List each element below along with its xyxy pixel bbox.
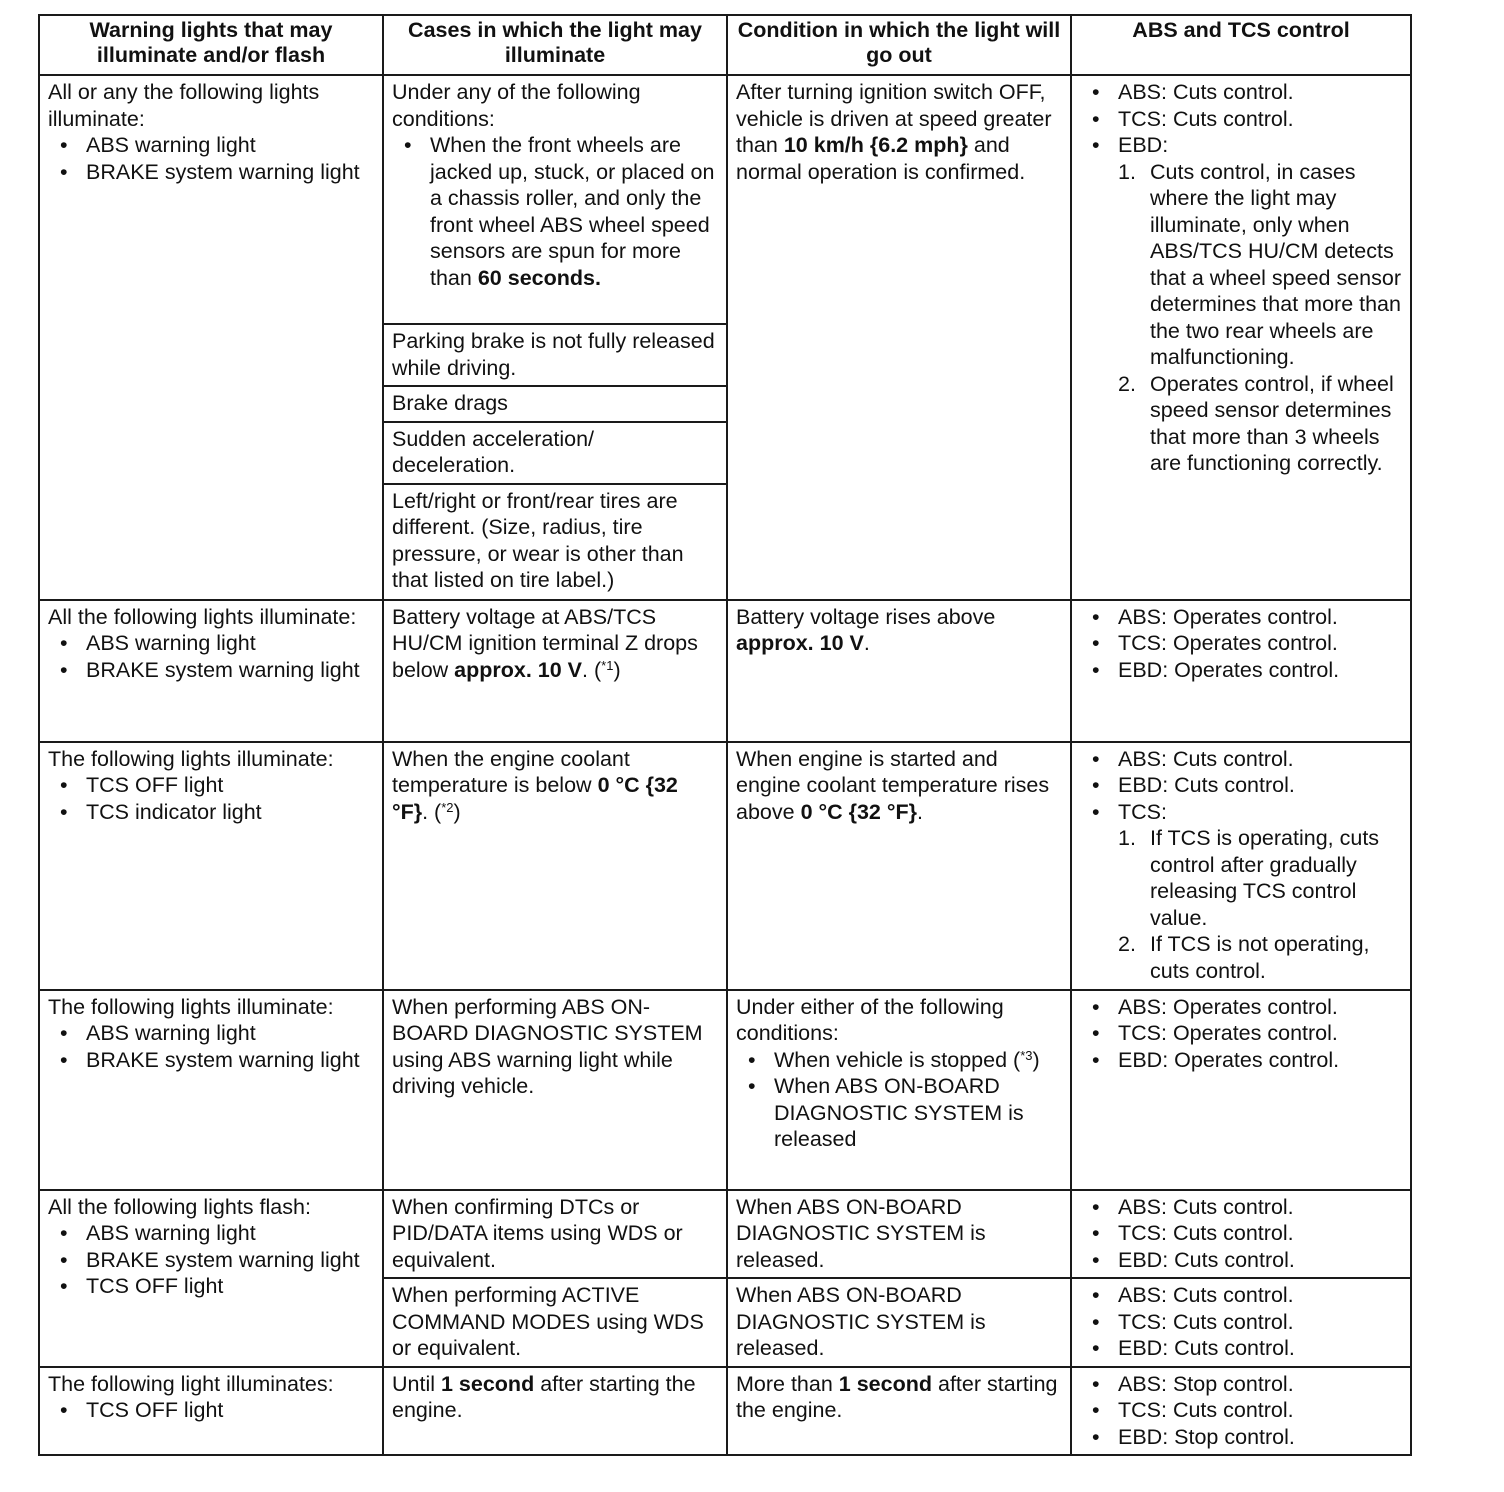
row4-control-cell bbox=[1071, 990, 1411, 1190]
header-row bbox=[39, 15, 1411, 75]
row3-goout-post: . bbox=[916, 799, 923, 824]
row4-goout-intro: Under either of the following conditions: bbox=[736, 994, 1004, 1045]
row5-control-a-cell bbox=[1071, 1190, 1411, 1279]
row4-lights-list bbox=[48, 1020, 374, 1073]
row3-case-footnote: *2 bbox=[441, 799, 454, 815]
list-number: 2. bbox=[1118, 932, 1136, 956]
row1-lights-list bbox=[48, 132, 374, 185]
row1-goout-cell bbox=[727, 75, 1071, 600]
row6-case-pre: Until bbox=[392, 1371, 436, 1396]
header-cases: Cases in which the light may illuminate bbox=[383, 15, 727, 75]
row6-lights-list bbox=[48, 1397, 374, 1424]
row2-case-footnote: *1 bbox=[601, 657, 614, 673]
list-item: • ABS: Cuts control. bbox=[1080, 79, 1402, 106]
list-item: • ABS: Operates control. bbox=[1080, 994, 1402, 1021]
row3-case-close: ) bbox=[453, 799, 461, 824]
list-item bbox=[1118, 825, 1402, 931]
list-item: • EBD: Cuts control. bbox=[1080, 1335, 1402, 1362]
row1-case3-cell: Brake drags bbox=[383, 386, 727, 422]
list-item: • ABS warning light bbox=[48, 1220, 374, 1247]
row6-goout-post: after starting the engine. bbox=[736, 1371, 1058, 1422]
row6-control-list bbox=[1080, 1371, 1402, 1451]
row6-goout-cell bbox=[727, 1367, 1071, 1456]
row3-control-list bbox=[1080, 746, 1402, 985]
row3-goout-cell bbox=[727, 742, 1071, 990]
row3-case-bold: 0 °C {32 °F} bbox=[392, 773, 678, 824]
row3-tcs-label: TCS: bbox=[1118, 799, 1167, 824]
row1-goout-post: and normal operation is confirmed. bbox=[736, 133, 1026, 184]
row3-control-cell bbox=[1071, 742, 1411, 990]
list-item: • ABS warning light bbox=[48, 132, 374, 159]
row4-lights-cell bbox=[39, 990, 383, 1190]
row2-case-pre: Battery voltage at ABS/TCS HU/CM ignition terminal Z drops below bbox=[392, 604, 698, 682]
list-item: • EBD: Cuts control. bbox=[1080, 1247, 1402, 1274]
list-item bbox=[1118, 371, 1402, 477]
row5-control-a-list bbox=[1080, 1194, 1402, 1274]
list-item: • EBD: Operates control. bbox=[1080, 657, 1402, 684]
row3-lights-cell bbox=[39, 742, 383, 990]
row1-case1-item: When the front wheels are jacked up, stuck, or placed on a chassis roller, and only the front wheel ABS wheel speed sensors are spun for more than bbox=[430, 133, 715, 290]
table-row bbox=[39, 742, 1411, 990]
list-item: • When vehicle is stopped ($^{*3}$) bbox=[736, 1047, 1062, 1074]
row1-lights-intro: All or any the following lights illuminate: bbox=[48, 80, 320, 131]
list-item: • ABS warning light bbox=[48, 630, 374, 657]
header-warning-lights: Warning lights that may illuminate and/or flash bbox=[39, 15, 383, 75]
row1-ebd-sublist bbox=[1118, 159, 1402, 477]
row3-case-cell bbox=[383, 742, 727, 990]
row4-goout-item1: When vehicle is stopped bbox=[774, 1047, 1008, 1072]
row4-case-cell: When performing ABS ON-BOARD DIAGNOSTIC SYSTEM using ABS warning light while driving vehicle. bbox=[383, 990, 727, 1190]
list-item: • BRAKE system warning light bbox=[48, 657, 374, 684]
table-row bbox=[39, 1190, 1411, 1279]
row1-case1-intro: Under any of the following conditions: bbox=[392, 80, 641, 131]
table-row bbox=[39, 990, 1411, 1190]
list-item: • BRAKE system warning light bbox=[48, 1047, 374, 1074]
row1-case4-cell: Sudden acceleration/ deceleration. bbox=[383, 422, 727, 484]
row2-goout-cell bbox=[727, 600, 1071, 742]
row5-lights-cell bbox=[39, 1190, 383, 1367]
row2-case-bold: approx. 10 V bbox=[454, 657, 583, 682]
table-row bbox=[39, 600, 1411, 742]
row2-case-cell bbox=[383, 600, 727, 742]
row1-control-cell bbox=[1071, 75, 1411, 600]
list-item: • TCS OFF light bbox=[48, 1397, 374, 1424]
list-item: • TCS: Cuts control. bbox=[1080, 106, 1402, 133]
list-item: • ABS: Cuts control. bbox=[1080, 1194, 1402, 1221]
list-item: • When ABS ON-BOARD DIAGNOSTIC SYSTEM is released bbox=[736, 1073, 1062, 1153]
row2-case-post: . ( bbox=[582, 657, 602, 682]
row3-goout-bold: 0 °C {32 °F} bbox=[800, 799, 917, 824]
row6-case-post: after starting the engine. bbox=[392, 1371, 696, 1422]
row4-goout-list bbox=[736, 1047, 1062, 1153]
table-row bbox=[39, 75, 1411, 324]
warning-light-table bbox=[38, 14, 1412, 1456]
list-item: • TCS: Operates control. bbox=[1080, 630, 1402, 657]
row5-goout-a-cell: When ABS ON-BOARD DIAGNOSTIC SYSTEM is released. bbox=[727, 1190, 1071, 1279]
header-abs-tcs-control: ABS and TCS control bbox=[1071, 15, 1411, 75]
row5-control-b-cell bbox=[1071, 1278, 1411, 1367]
list-item bbox=[1118, 159, 1402, 371]
row6-goout-pre: More than bbox=[736, 1371, 833, 1396]
row2-goout-post: . bbox=[863, 631, 870, 655]
row4-goout-footnote: *3 bbox=[1020, 1047, 1033, 1063]
row4-lights-intro: The following lights illuminate: bbox=[48, 994, 334, 1019]
row1-case2-cell: Parking brake is not fully released while driving. bbox=[383, 324, 727, 386]
row6-goout-bold: 1 second bbox=[838, 1371, 932, 1396]
row1-case1-list bbox=[392, 132, 718, 291]
list-item bbox=[1080, 799, 1402, 985]
header-condition-go-out: Condition in which the light will go out bbox=[727, 15, 1071, 75]
row3-case-post: . ( bbox=[422, 799, 442, 824]
row5-goout-b-cell: When ABS ON-BOARD DIAGNOSTIC SYSTEM is released. bbox=[727, 1278, 1071, 1367]
list-item: • TCS: Operates control. bbox=[1080, 1020, 1402, 1047]
row2-goout-bold: approx. 10 V bbox=[736, 631, 864, 655]
row2-goout-pre: Battery voltage rises above bbox=[736, 604, 996, 629]
row2-control-cell bbox=[1071, 600, 1411, 742]
list-text: If TCS is not operating, cuts control. bbox=[1150, 932, 1370, 983]
row1-ebd-label: EBD: bbox=[1118, 133, 1169, 157]
row1-case1-bold: 60 seconds. bbox=[477, 265, 601, 290]
row1-goout-pre: After turning ignition switch OFF, vehicle is driven at speed greater than bbox=[736, 80, 1052, 157]
row2-control-list bbox=[1080, 604, 1402, 684]
list-item: • ABS: Cuts control. bbox=[1080, 746, 1402, 773]
row3-lights-intro: The following lights illuminate: bbox=[48, 746, 334, 771]
row6-lights-intro: The following light illuminates: bbox=[48, 1371, 334, 1396]
row2-lights-intro: All the following lights illuminate: bbox=[48, 604, 357, 629]
row1-goout-bold: 10 km/h {6.2 mph} bbox=[783, 133, 968, 157]
list-item: • TCS: Cuts control. bbox=[1080, 1220, 1402, 1247]
list-item: • EBD: Cuts control. bbox=[1080, 772, 1402, 799]
row5-lights-intro: All the following lights flash: bbox=[48, 1194, 311, 1219]
list-item: • TCS OFF light bbox=[48, 772, 374, 799]
list-number: 2. bbox=[1118, 371, 1136, 396]
row1-control-list bbox=[1080, 79, 1402, 477]
list-text: Operates control, if wheel speed sensor determines that more than 3 wheels are functioning correctly. bbox=[1150, 371, 1394, 475]
row2-case-close: ) bbox=[613, 657, 621, 682]
row1-case1-cell bbox=[383, 75, 727, 324]
list-number: 1. bbox=[1118, 826, 1136, 850]
row6-control-cell bbox=[1071, 1367, 1411, 1456]
row6-lights-cell bbox=[39, 1367, 383, 1456]
list-item: • BRAKE system warning light bbox=[48, 159, 374, 186]
row1-lights-cell bbox=[39, 75, 383, 600]
row2-lights-cell bbox=[39, 600, 383, 742]
list-item: • ABS: Cuts control. bbox=[1080, 1282, 1402, 1309]
list-item: • EBD: Operates control. bbox=[1080, 1047, 1402, 1074]
row5-lights-list bbox=[48, 1220, 374, 1300]
list-item bbox=[392, 132, 718, 291]
list-item: • ABS: Stop control. bbox=[1080, 1371, 1402, 1398]
list-item: • ABS warning light bbox=[48, 1020, 374, 1047]
list-item bbox=[1118, 931, 1402, 984]
row6-case-bold: 1 second bbox=[441, 1371, 535, 1396]
row5-case-b-cell: When performing ACTIVE COMMAND MODES using WDS or equivalent. bbox=[383, 1278, 727, 1367]
list-item: • BRAKE system warning light bbox=[48, 1247, 374, 1274]
list-item: • TCS: Cuts control. bbox=[1080, 1397, 1402, 1424]
list-item bbox=[1080, 132, 1402, 477]
warning-light-table-sheet bbox=[38, 14, 1410, 1456]
list-item: • ABS: Operates control. bbox=[1080, 604, 1402, 631]
row3-case-pre: When the engine coolant temperature is below bbox=[392, 746, 630, 797]
list-item: • TCS indicator light bbox=[48, 799, 374, 826]
list-item: • TCS: Cuts control. bbox=[1080, 1309, 1402, 1336]
list-text: Cuts control, in cases where the light may illuminate, only when ABS/TCS HU/CM detects that a wheel speed sensor determines that more than the two rear wheels are malfunctioning. bbox=[1150, 159, 1401, 369]
list-number: 1. bbox=[1118, 159, 1136, 184]
row2-lights-list bbox=[48, 630, 374, 683]
list-item: • EBD: Stop control. bbox=[1080, 1424, 1402, 1451]
row6-case-cell bbox=[383, 1367, 727, 1456]
row5-control-b-list bbox=[1080, 1282, 1402, 1362]
row1-case5-cell: Left/right or front/rear tires are different. (Size, radius, tire pressure, or wear is other than that listed on tire label.) bbox=[383, 484, 727, 600]
row3-tcs-sublist bbox=[1118, 825, 1402, 984]
table-row bbox=[39, 1367, 1411, 1456]
list-text: If TCS is operating, cuts control after gradually releasing TCS control value. bbox=[1150, 826, 1380, 930]
list-item: • TCS OFF light bbox=[48, 1273, 374, 1300]
row5-case-a-cell: When confirming DTCs or PID/DATA items using WDS or equivalent. bbox=[383, 1190, 727, 1279]
row4-control-list bbox=[1080, 994, 1402, 1074]
row3-goout-pre: When engine is started and engine coolant temperature rises above bbox=[736, 746, 1050, 824]
row3-lights-list bbox=[48, 772, 374, 825]
row4-goout-cell bbox=[727, 990, 1071, 1190]
